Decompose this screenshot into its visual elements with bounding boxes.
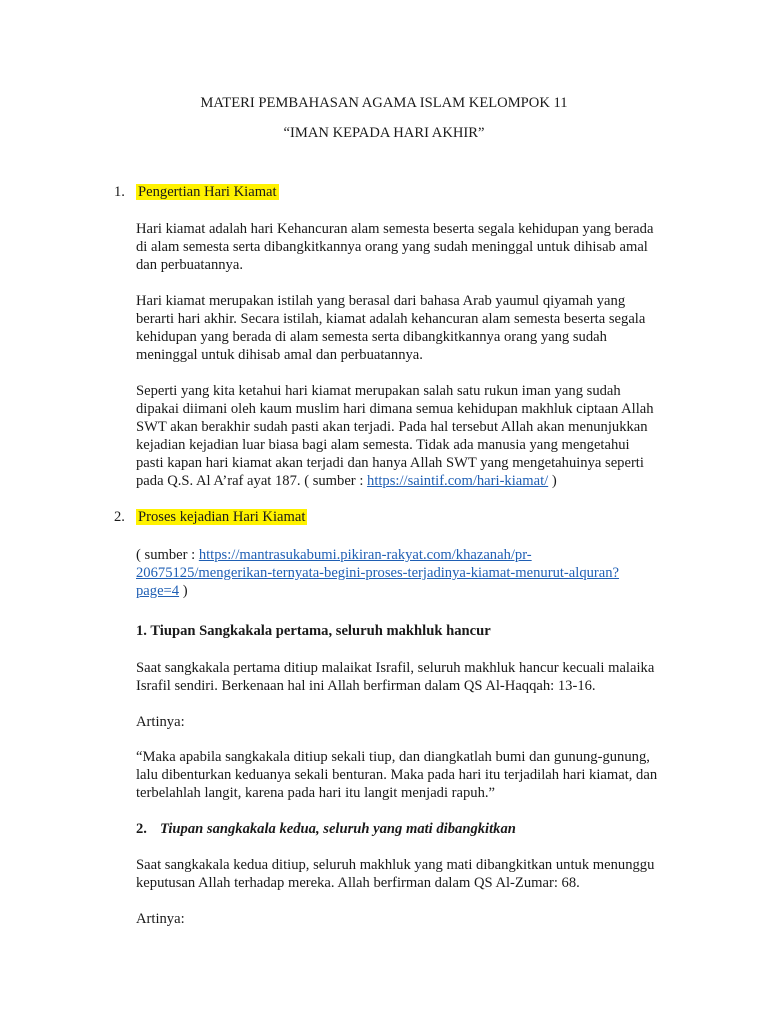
paragraph-line: Saat sangkakala pertama ditiup malaikat Israfil, seluruh makhluk hancur kecuali malaika <box>136 660 655 676</box>
paragraph-line-with-source: pada Q.S. Al A’raf ayat 187. ( sumber : https://saintif.com/hari-kiamat/ ) <box>136 473 557 489</box>
paragraph-line: Israfil sendiri. Berkenaan hal ini Allah berfirman dalam QS Al-Haqqah: 13-16. <box>136 678 596 694</box>
quote-line: lalu dibenturkan keduanya sekali benturan. Maka pada hari itu terjadilah hari kiamat, dan <box>136 767 658 783</box>
paragraph-line: Saat sangkakala kedua ditiup, seluruh makhluk yang mati dibangkitkan untuk menunggu <box>136 857 655 873</box>
section1-heading: Pengertian Hari Kiamat <box>138 184 277 200</box>
paragraph-line: SWT akan berakhir sudah pasti akan terjadi. Pada hal tersebut Allah akan menunjukkan <box>136 419 648 435</box>
document-title: MATERI PEMBAHASAN AGAMA ISLAM KELOMPOK 11 <box>200 95 568 111</box>
source-line: page=4 ) <box>136 583 188 599</box>
quote-line: terbelahlah langit, karena pada hari itu langit menjadi rapuh.” <box>136 785 496 801</box>
source-link-mantrasukabumi-cont[interactable]: 20675125/mengerikan-ternyata-begini-proses-terjadinya-kiamat-menurut-alquran? <box>136 565 620 581</box>
paragraph-line: keputusan Allah terhadap mereka. Allah berfirman dalam QS Al-Zumar: 68. <box>136 875 580 891</box>
paragraph-line: kehidupan yang berada di alam semesta serta dibangkitkannya orang yang sudah <box>136 329 607 345</box>
paragraph-line: Hari kiamat merupakan istilah yang berasal dari bahasa Arab yaumul qiyamah yang <box>136 293 626 309</box>
paragraph-line: Seperti yang kita ketahui hari kiamat merupakan salah satu rukun iman yang sudah <box>136 383 621 399</box>
source-line: ( sumber : https://mantrasukabumi.pikiran-rakyat.com/khazanah/pr- <box>136 547 532 563</box>
source-link-saintif[interactable]: https://saintif.com/hari-kiamat/ <box>367 473 549 489</box>
section2-number: 2. <box>114 509 125 525</box>
paragraph-line: meninggal untuk dihisab amal dan perbuatannya. <box>136 347 423 363</box>
subsection2-number: 2. <box>136 821 147 837</box>
subsection1-heading: 1. Tiupan Sangkakala pertama, seluruh makhluk hancur <box>136 623 491 639</box>
quote-line: “Maka apabila sangkakala ditiup sekali tiup, dan diangkatlah bumi dan gunung-gunung, <box>136 749 650 765</box>
document-subtitle: “IMAN KEPADA HARI AKHIR” <box>283 125 485 141</box>
subsection2-heading: Tiupan sangkakala kedua, seluruh yang mati dibangkitkan <box>160 821 516 837</box>
paragraph-line: di alam semesta serta dibangkitkannya orang yang sudah meninggal untuk dihisab amal <box>136 239 648 255</box>
artinya-label: Artinya: <box>136 714 185 730</box>
source-link-mantrasukabumi[interactable]: https://mantrasukabumi.pikiran-rakyat.com/khazanah/pr- <box>198 547 532 563</box>
paragraph-line: dan perbuatannya. <box>136 257 243 273</box>
source-link-mantrasukabumi-end[interactable]: page=4 <box>136 583 180 599</box>
paragraph-line: pasti kapan hari kiamat akan terjadi dan hanya Allah SWT yang mengetahuinya seperti <box>136 455 644 471</box>
paragraph-line: kejadian kejadian luar biasa bagi alam semesta. Tidak ada manusia yang mengetahui <box>136 437 630 453</box>
paragraph-line: berarti hari akhir. Secara istilah, kiamat adalah kehancuran alam semesta beserta segala <box>136 311 646 327</box>
section1-number: 1. <box>114 184 125 200</box>
artinya-label: Artinya: <box>136 911 185 927</box>
section2-heading: Proses kejadian Hari Kiamat <box>138 509 306 525</box>
paragraph-line: dipakai diimani oleh kaum muslim hari dimana semua kehidupan makhluk ciptaan Allah <box>136 401 654 417</box>
source-line <box>136 564 619 582</box>
paragraph-line: Hari kiamat adalah hari Kehancuran alam semesta beserta segala kehidupan yang berada <box>136 221 654 237</box>
